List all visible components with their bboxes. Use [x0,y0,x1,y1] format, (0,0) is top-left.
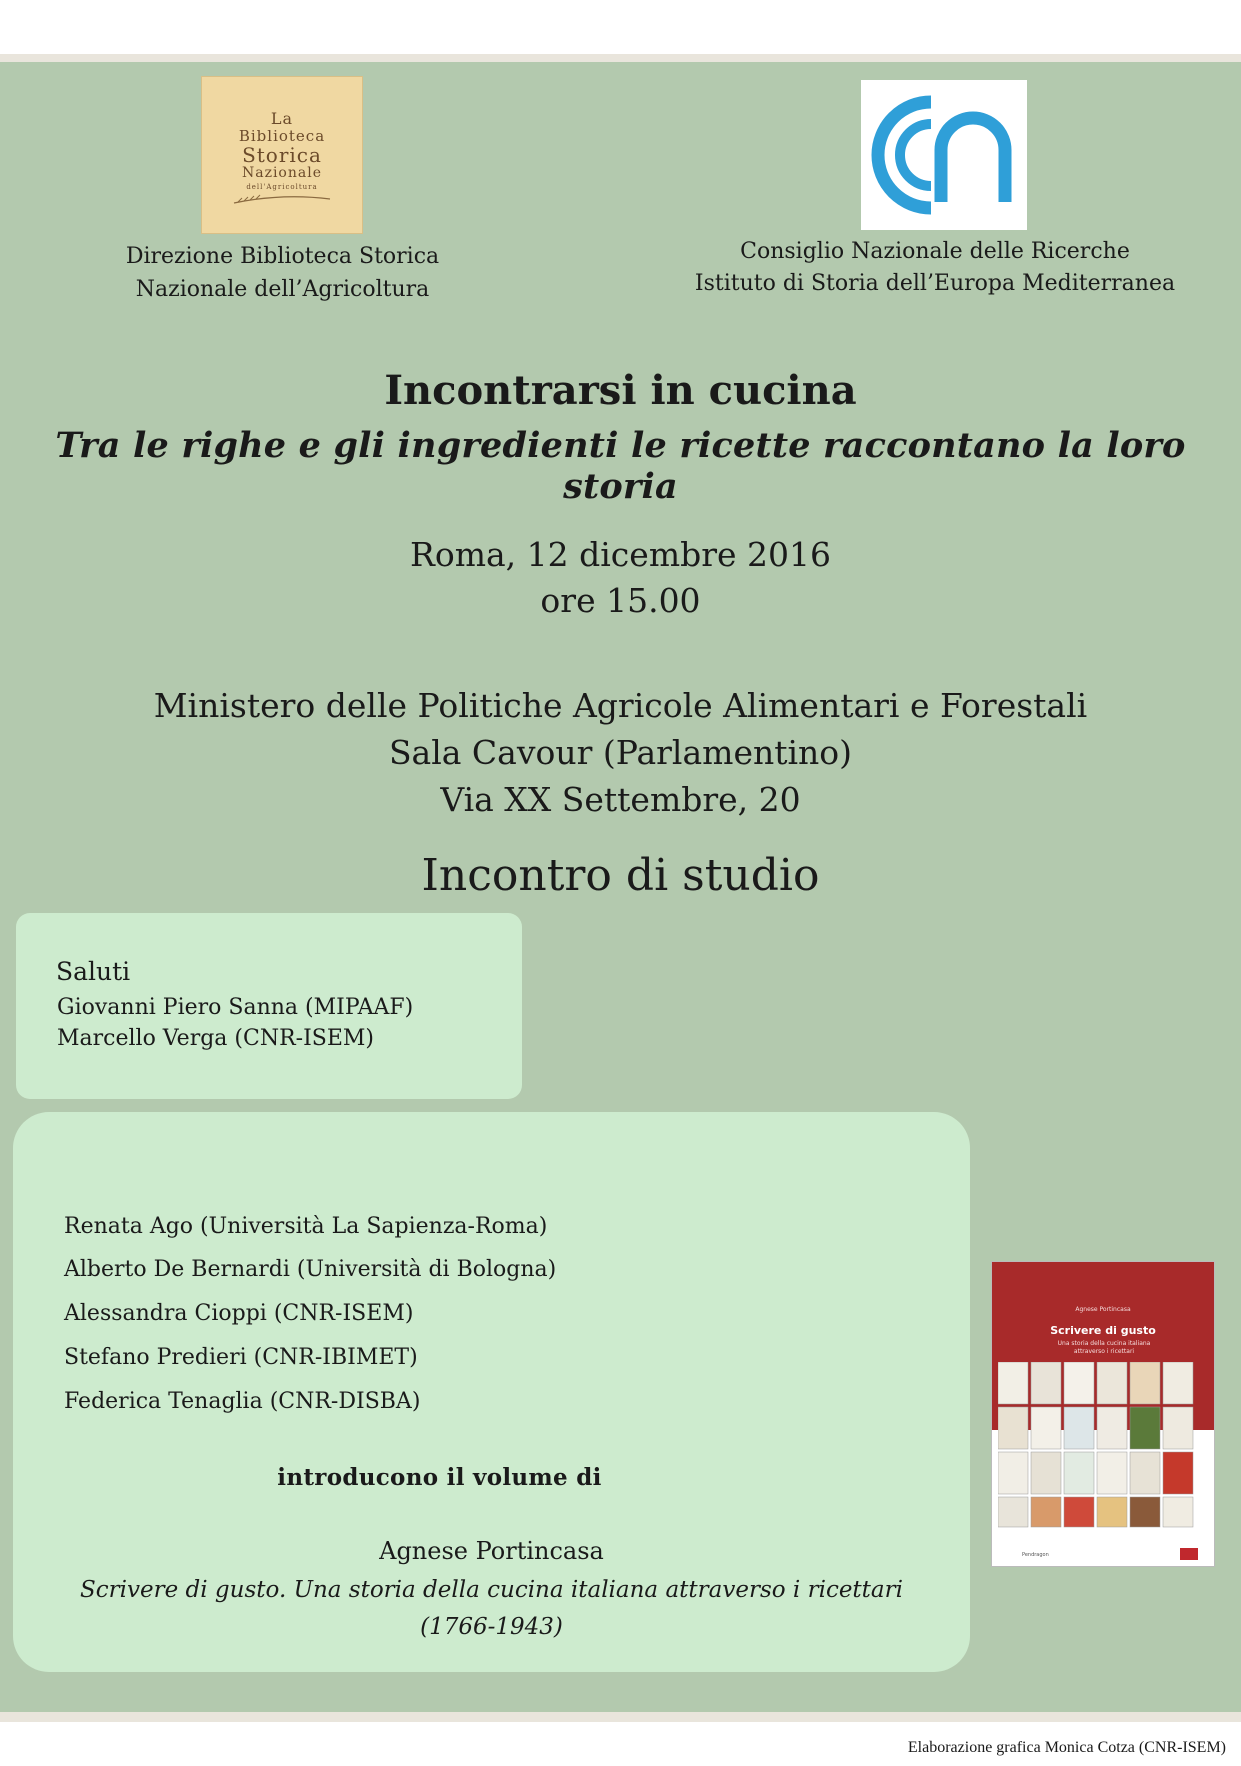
event-date: Roma, 12 dicembre 2016 [409,535,832,574]
org-right [690,236,1180,300]
cover-collage [998,1362,1210,1530]
org-left-line: Nazionale dell’Agricoltura [135,277,430,302]
book-author: Agnese Portincasa [379,1537,604,1565]
section-title: Incontro di studio [421,850,820,901]
speaker: Renata Ago (Università La Sapienza-Roma) [64,1214,548,1239]
org-left-line: Direzione Biblioteca Storica [125,244,440,269]
speaker: Federica Tenaglia (CNR-DISBA) [64,1389,421,1414]
logo-line: Biblioteca [238,127,326,145]
cover-subtitle-line: attraverso i ricettari [1073,1348,1135,1355]
logo-line: Storica [242,143,322,167]
biblioteca-logo [201,76,363,234]
event-time: ore 15.00 [540,581,701,620]
speaker: Stefano Predieri (CNR-IBIMET) [64,1345,418,1370]
cnr-logo [861,80,1027,230]
cover-title: Scrivere di gusto [1050,1324,1156,1337]
cover-subtitle [1052,1340,1156,1356]
book-intro: introducono il volume di [277,1464,602,1491]
wheat-icon [232,189,332,209]
event-venue [0,682,1241,823]
publisher-mark-icon [1180,1548,1198,1560]
book-cover [991,1261,1215,1567]
saluti-box [16,913,522,1099]
logo-line: La [270,109,294,128]
logo-line: Nazionale [241,165,322,181]
book-title-line: Scrivere di gusto. Una storia della cucina italiana attraverso i ricettari [80,1577,903,1603]
top-border [0,54,1241,62]
org-left [100,240,465,306]
book-title-line: (1766-1943) [420,1614,563,1640]
program-box [13,1112,970,1672]
bottom-border [0,1712,1241,1722]
saluti-person: Giovanni Piero Sanna (MIPAAF) [57,995,414,1020]
design-credit: Elaborazione grafica Monica Cotza (CNR-ISEM) [907,1739,1226,1756]
venue-line: Via XX Settembre, 20 [440,780,801,819]
org-right-line: Istituto di Storia dell’Europa Mediterranea [694,271,1176,296]
venue-line: Ministero delle Politiche Agricole Alimentari e Forestali [153,686,1088,725]
speaker: Alessandra Cioppi (CNR-ISEM) [64,1301,414,1326]
venue-line: Sala Cavour (Parlamentino) [388,733,853,772]
book-title [13,1572,970,1646]
org-right-line: Consiglio Nazionale delle Ricerche [740,239,1130,264]
saluti-person: Marcello Verga (CNR-ISEM) [57,1026,375,1051]
speaker: Alberto De Bernardi (Università di Bologna) [64,1257,557,1282]
logo-line: dell'Agricoltura [246,183,318,191]
cover-author: Agnese Portincasa [1075,1306,1131,1313]
cover-subtitle-line: Una storia della cucina italiana [1057,1340,1151,1347]
event-subtitle: Tra le righe e gli ingredienti le ricette raccontano la loro storia [55,425,1186,507]
saluti-heading: Saluti [56,957,131,986]
cover-publisher: Pendragon [1022,1552,1049,1558]
event-title: Incontrarsi in cucina [384,367,857,414]
cnr-logo-icon [861,80,1027,230]
poster [0,62,1241,1756]
